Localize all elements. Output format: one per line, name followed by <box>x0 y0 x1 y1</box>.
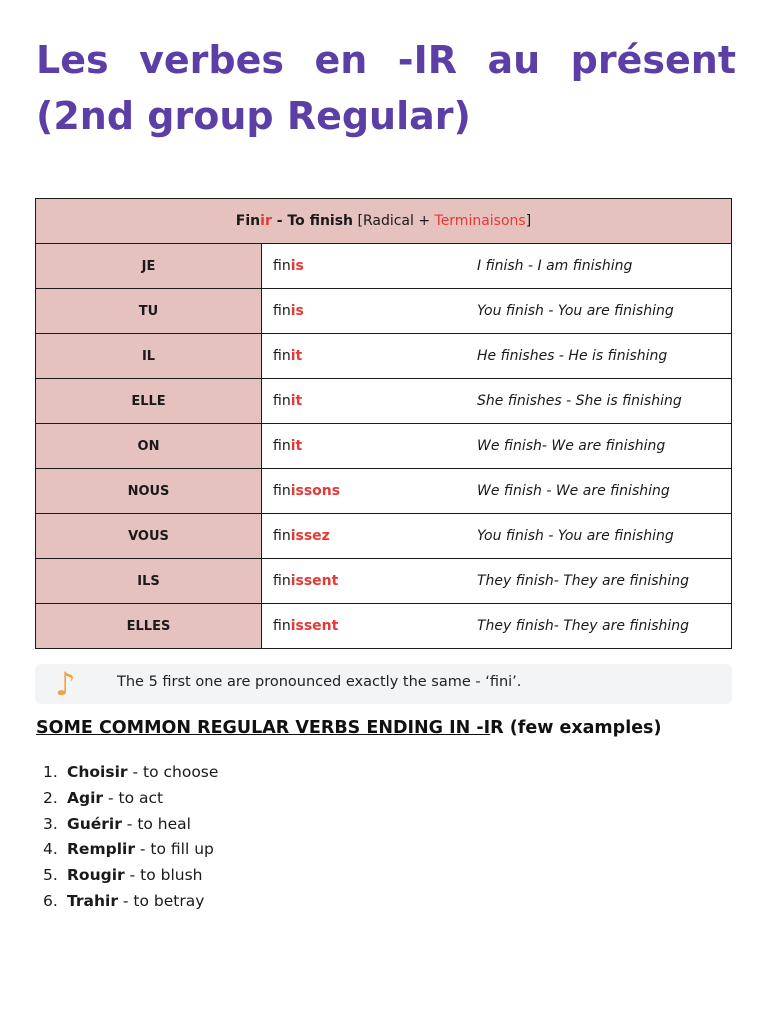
conjugated-form-cell <box>262 514 464 559</box>
conjugated-form-cell <box>262 244 464 289</box>
list-number: 4. <box>43 840 58 859</box>
translation-cell: They finish- They are finishing <box>463 604 732 649</box>
conjugated-form-cell <box>262 604 464 649</box>
translation-cell: We finish - We are finishing <box>463 469 732 514</box>
list-number: 6. <box>43 891 58 910</box>
form-ending: is <box>290 303 304 319</box>
table-row <box>36 379 732 424</box>
table-header-cell <box>36 199 732 244</box>
section-heading-rest: R (few examples) <box>490 718 662 738</box>
verb-meaning: - to blush <box>124 866 203 885</box>
verb-list <box>36 762 218 917</box>
conjugated-form-cell <box>262 379 464 424</box>
list-number: 2. <box>43 788 58 807</box>
form-ending: issent <box>290 573 339 589</box>
list-number: 1. <box>43 763 58 781</box>
form-stem: fin <box>273 258 291 274</box>
verb-name: Choisir <box>67 763 128 781</box>
verb-ending: ir <box>260 213 272 229</box>
pronoun-cell: ELLES <box>36 604 262 649</box>
table-row <box>36 424 732 469</box>
translation-cell: I finish - I am finishing <box>463 244 732 289</box>
conjugated-form-cell <box>262 469 464 514</box>
form-stem: fin <box>273 483 291 499</box>
list-item <box>36 814 218 840</box>
list-number: 5. <box>43 866 58 885</box>
table-row <box>36 559 732 604</box>
pronoun-cell: ON <box>36 424 262 469</box>
form-stem: fin <box>273 303 291 319</box>
section-heading <box>36 718 661 738</box>
pronoun-cell: NOUS <box>36 469 262 514</box>
form-stem: fin <box>273 618 291 634</box>
list-item <box>36 891 218 917</box>
table-header-row <box>36 199 732 244</box>
form-ending: issez <box>290 528 330 544</box>
verb-name: Trahir <box>67 891 118 910</box>
translation-cell: He finishes - He is finishing <box>463 334 732 379</box>
table-row <box>36 244 732 289</box>
verb-name: Agir <box>67 788 104 807</box>
form-stem: fin <box>273 438 291 454</box>
verb-meaning: - to heal <box>121 814 191 833</box>
pronoun-cell: ILS <box>36 559 262 604</box>
translation-cell: We finish- We are finishing <box>463 424 732 469</box>
list-number: 3. <box>43 814 58 833</box>
list-item <box>36 788 218 814</box>
pronoun-cell: IL <box>36 334 262 379</box>
list-item <box>36 839 218 865</box>
conjugated-form-cell <box>262 334 464 379</box>
bracket-open: [Radical + <box>353 213 435 229</box>
table-row <box>36 334 732 379</box>
verb-name: Guérir <box>67 814 122 833</box>
form-ending: it <box>290 438 303 454</box>
pronoun-cell: ELLE <box>36 379 262 424</box>
table-row <box>36 514 732 559</box>
verb-translation: - To finish <box>271 213 354 229</box>
pronoun-cell: VOUS <box>36 514 262 559</box>
callout-text: The 5 first one are pronounced exactly the same - ‘fini’. <box>117 674 522 690</box>
verb-name: Rougir <box>67 866 125 885</box>
form-ending: is <box>290 258 304 274</box>
form-ending: it <box>290 393 303 409</box>
verb-meaning: - to act <box>103 788 164 807</box>
verb-meaning: - to choose <box>127 763 219 781</box>
form-stem: fin <box>273 393 291 409</box>
conjugated-form-cell <box>262 559 464 604</box>
list-item <box>36 865 218 891</box>
form-ending: issent <box>290 618 339 634</box>
terminaisons-label: Terminaisons <box>434 213 526 229</box>
verb-stem: Fin <box>235 213 261 229</box>
form-stem: fin <box>273 528 291 544</box>
pronoun-cell: TU <box>36 289 262 334</box>
conjugated-form-cell <box>262 424 464 469</box>
section-heading-underlined: SOME COMMON REGULAR VERBS ENDING IN -I <box>36 718 491 738</box>
music-note-icon: ♪ <box>55 665 76 703</box>
pronunciation-callout <box>35 664 732 704</box>
table-row <box>36 604 732 649</box>
form-ending: issons <box>290 483 341 499</box>
conjugation-table <box>35 198 732 649</box>
table-row <box>36 469 732 514</box>
form-ending: it <box>290 348 303 364</box>
verb-meaning: - to fill up <box>134 840 214 859</box>
translation-cell: They finish- They are finishing <box>463 559 732 604</box>
translation-cell: You finish - You are finishing <box>463 514 732 559</box>
translation-cell: You finish - You are finishing <box>463 289 732 334</box>
pronoun-cell: JE <box>36 244 262 289</box>
translation-cell: She finishes - She is finishing <box>463 379 732 424</box>
page-title: Les verbes en -IR au présent (2nd group Regular) <box>36 38 736 138</box>
list-item <box>36 762 218 788</box>
form-stem: fin <box>273 573 291 589</box>
verb-meaning: - to betray <box>117 891 205 910</box>
form-stem: fin <box>273 348 291 364</box>
table-row <box>36 289 732 334</box>
conjugated-form-cell <box>262 289 464 334</box>
bracket-close: ] <box>525 213 532 229</box>
verb-name: Remplir <box>67 840 135 859</box>
